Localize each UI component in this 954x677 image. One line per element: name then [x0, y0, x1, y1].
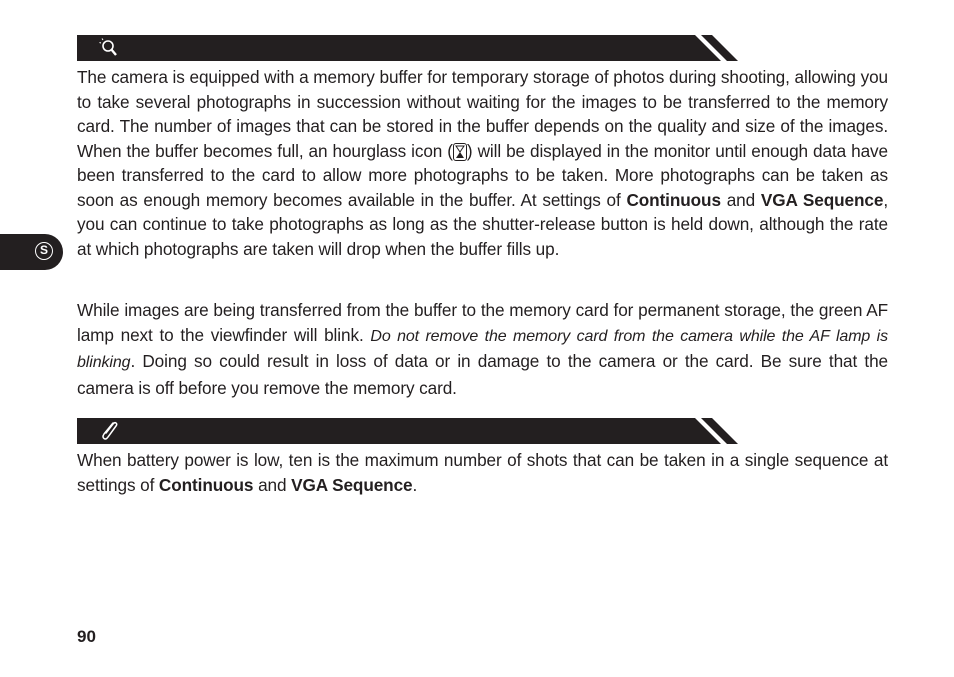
battery-paragraph: When battery power is low, ten is the maximum number of shots that can be taken in a single sequence at settings of Continuous and VGA Sequence. — [77, 450, 888, 495]
paperclip-note-icon — [99, 421, 121, 441]
lightbulb-tip-icon — [99, 38, 121, 58]
section-tab — [0, 234, 63, 270]
page-number: 90 — [77, 627, 96, 646]
section-tab-letter: S — [35, 242, 53, 260]
hourglass-icon — [453, 143, 467, 161]
note-header-bar — [77, 418, 739, 444]
buffer-paragraph-1: The camera is equipped with a memory buffer for temporary storage of photos during shooting, allowing you to take several photographs in succession without waiting for the images to be transferred to the memory card. The number of images that can be stored in the buffer depends on the quality and size of the images. When the buffer becomes full, an hourglass icon ( ) will be displayed in the monitor until enough data have been transferred to the card to allow more photographs to be taken. More photographs can be taken as soon as enough memory becomes available in the buffer. At settings of Continuous and VGA Sequence, you can continue to take photographs as long as the shutter-release button is held down, although the rate at which photographs are taken will drop when the buffer fills up. — [77, 67, 889, 259]
tip-header-bar — [77, 35, 739, 61]
buffer-paragraph-2: While images are being transferred from the buffer to the memory card for permanent storage, the green AF lamp next to the viewfinder will blink. Do not remove the memory card from the camera while the AF lamp is blinking. Doing so could result in loss of data or in damage to the camera or the card. Be sure that the camera is off before you remove the memory card. — [77, 300, 889, 398]
